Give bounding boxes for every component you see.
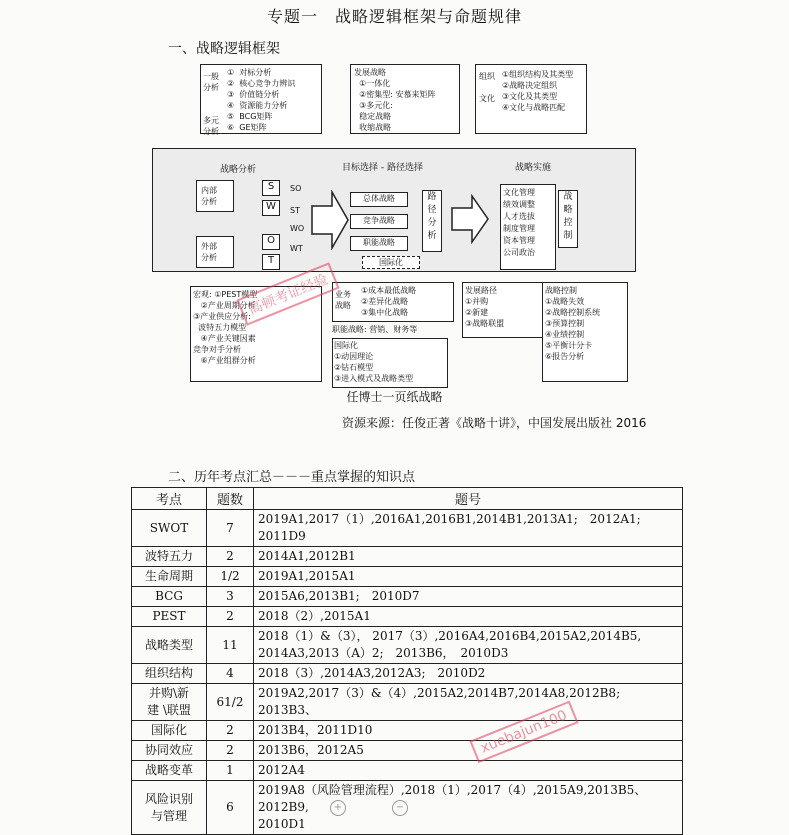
swot-s: S (262, 180, 280, 196)
header-topic: 考点 (132, 488, 207, 510)
table-header-row (132, 488, 683, 510)
cell-count: 11 (207, 627, 254, 664)
strategy-diagram (150, 60, 640, 390)
top-left-box (200, 64, 322, 134)
cell-topic: 战略类型 (132, 627, 207, 664)
cell-question-ids: 2012A4 (254, 761, 683, 781)
cell-topic: 战略变革 (132, 761, 207, 781)
cell-topic: 组织结构 (132, 664, 207, 684)
table-row (132, 547, 683, 567)
cell-topic: 波特五力 (132, 547, 207, 567)
internal-label: 内部 分析 (201, 186, 217, 206)
top-right-label: 组织 文化 (479, 72, 495, 103)
header-count: 题数 (207, 488, 254, 510)
external-label: 外部 分析 (201, 242, 217, 262)
bottom-mid-box-3: 国际化 ①动因理论 ②钻石模型 ③进入模式及战略类型 (332, 338, 448, 388)
bottom-right-box-2: 战略控制 ①战略失效 ②战略控制系统 ③预算控制 ④业绩控制 ⑤平衡计分卡 ⑥报告分析 (542, 282, 628, 382)
table-row (132, 567, 683, 587)
cell-count: 2 (207, 607, 254, 627)
cell-question-ids: 2019A8（风险管理流程）,2018（1）,2017（4）,2015A9,2013B5、2012B9, 2010D1 (254, 781, 683, 835)
cell-topic: 风险识别 与管理 (132, 781, 207, 835)
bottom-left-box: 宏观: ①PEST模型 ②产业周期分析 ③产业供应分析: 波特五力模型 ④产业关键因素 竞争对手分析 ⑥产业组群分析 (190, 286, 322, 382)
table-row (132, 627, 683, 664)
cell-question-ids: 2013B4，2011D10 (254, 721, 683, 741)
top-right-box (475, 64, 587, 134)
bar-impl: 战略实施 (515, 163, 552, 173)
cell-count: 4 (207, 664, 254, 684)
bottom-right-box-1: 发展路径 ①并购 ②新建 ③战略联盟 (462, 282, 546, 338)
bottom-mid-1-label: 业务 战略 (335, 290, 351, 310)
swot-t: T (262, 254, 280, 270)
bottom-mid-box-1 (332, 282, 454, 322)
external-box (196, 236, 234, 268)
zoom-out-icon[interactable]: − (392, 800, 408, 816)
cell-topic: BCG (132, 587, 207, 607)
source-line: 资源来源：任俊正著《战略十讲》，中国发展出版社 2016 (342, 416, 647, 430)
swot-o: O (262, 234, 280, 250)
cell-question-ids: 2018（2）,2015A1 (254, 607, 683, 627)
top-mid-box (350, 64, 460, 134)
st-label: ST (290, 206, 300, 215)
cell-count: 1 (207, 761, 254, 781)
competitive-strategy: 竞争战略 (350, 214, 408, 229)
arrow-right-icon-2 (450, 194, 490, 244)
top-left-label: 一般 分析 多元 分析 (203, 72, 219, 136)
cell-count: 7 (207, 510, 254, 547)
swot-w: W (262, 200, 280, 216)
table-row (132, 587, 683, 607)
table-row (132, 510, 683, 547)
top-right-items: ①组织结构及其类型 ②战略决定组织 ③文化及其类型 ④文化与战略匹配 (502, 70, 574, 112)
section-heading-framework: 一、战略逻辑框架 (168, 41, 280, 57)
wt-label: WT (290, 244, 303, 253)
table-row (132, 607, 683, 627)
cell-question-ids: 2018（1）&（3）， 2017（3）,2016A4,2016B4,2015A2,2014B5, 2014A3,2013（A）2; 2013B6， 2010D3 (254, 627, 683, 664)
arrow-right-icon (310, 190, 350, 250)
table-row (132, 684, 683, 721)
table-row (132, 664, 683, 684)
cell-topic: 协同效应 (132, 741, 207, 761)
bar-goal: 目标选择 - 路径选择 (342, 163, 423, 173)
top-left-items: ① 对标分析 ② 核心竞争力辨识 ③ 价值链分析 ④ 资源能力分析 ⑤ BCG矩阵 ⑥ GE矩阵 (227, 68, 296, 132)
overall-strategy: 总体战略 (350, 192, 408, 207)
bar-strategy-analysis: 战略分析 (220, 165, 257, 175)
cell-count: 2 (207, 547, 254, 567)
bottom-mid-2: 职能战略: 营销、财务等 (332, 325, 418, 334)
functional-strategy: 职能战略 (350, 236, 408, 251)
exam-points-table (131, 487, 683, 835)
table-row (132, 761, 683, 781)
cell-question-ids: 2013B6，2012A5 (254, 741, 683, 761)
cell-question-ids: 2019A1,2017（1）,2016A1,2016B1,2014B1,2013A1; 2012A1; 2011D9 (254, 510, 683, 547)
cell-count: 2 (207, 721, 254, 741)
cell-question-ids: 2019A2,2017（3）&（4）,2015A2,2014B7,2014A8,2012B8; 2013B3、 (254, 684, 683, 721)
header-question-ids: 题号 (254, 488, 683, 510)
cell-count: 1/2 (207, 567, 254, 587)
cell-topic: 生命周期 (132, 567, 207, 587)
top-mid-text: 发展战略 ①一体化 ②密集型: 安慕来矩阵 ③多元化: 稳定战略 收缩战略 (354, 68, 436, 132)
bottom-mid-1-items: ①成本最低战略 ②差异化战略 ③集中化战略 (361, 286, 417, 317)
cell-count: 3 (207, 587, 254, 607)
table-row (132, 721, 683, 741)
cell-count: 2 (207, 741, 254, 761)
internal-box (196, 180, 234, 212)
watermark-stamp-2: xuebajun100 (469, 701, 578, 764)
wo-label: WO (290, 224, 305, 233)
cell-topic: PEST (132, 607, 207, 627)
path-analysis-box: 路 径 分 析 (422, 190, 442, 252)
cell-question-ids: 2018（3）,2014A3,2012A3; 2010D2 (254, 664, 683, 684)
page-title: 专题一 战略逻辑框架与命题规律 (266, 7, 522, 26)
watermark-stamp: 高顿考证经验 (236, 262, 339, 325)
cell-count: 61/2 (207, 684, 254, 721)
section-heading-exam-points: 二、历年考点汇总－－－重点掌握的知识点 (168, 470, 416, 485)
implementation-list: 文化管理 绩效调整 人才选拔 制度管理 资本管理 公司政治 (500, 184, 556, 270)
international-box: 国际化 (362, 256, 420, 269)
zoom-in-icon[interactable]: + (330, 800, 346, 816)
cell-topic: 并购\新 建 \联盟 (132, 684, 207, 721)
cell-question-ids: 2015A6,2013B1; 2010D7 (254, 587, 683, 607)
strategy-control-box: 战 略 控 制 (558, 190, 578, 248)
table-row (132, 741, 683, 761)
cell-topic: 国际化 (132, 721, 207, 741)
so-label: SO (290, 184, 302, 193)
cell-question-ids: 2019A1,2015A1 (254, 567, 683, 587)
cell-count: 6 (207, 781, 254, 835)
diagram-caption: 任博士一页纸战略 (346, 390, 443, 404)
cell-topic: SWOT (132, 510, 207, 547)
cell-question-ids: 2014A1,2012B1 (254, 547, 683, 567)
